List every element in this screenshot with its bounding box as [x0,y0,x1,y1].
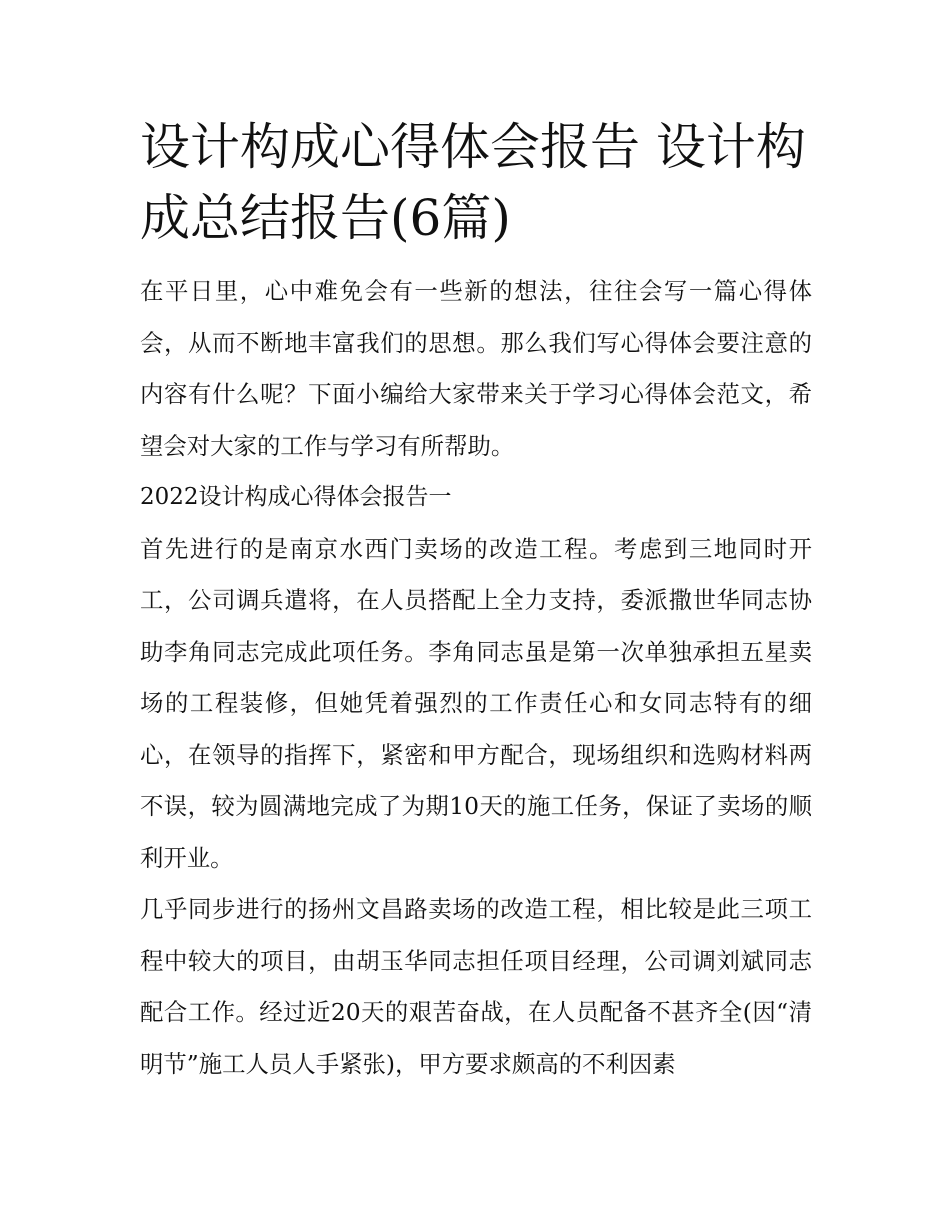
document-content [140,112,812,1090]
section-paragraph-1: 首先进行的是南京水西门卖场的改造工程。考虑到三地同时开工，公司调兵遣将，在人员搭配上全力支持，委派撒世华同志协助李角同志完成此项任务。李角同志虽是第一次单独承担五星卖场的工程装修，但她凭着强烈的工作责任心和女同志特有的细心，在领导的指挥下，紧密和甲方配合，现场组织和选购材料两不误，较为圆满地完成了为期10天的施工任务，保证了卖场的顺利开业。 [140,534,812,872]
document-title: 设计构成心得体会报告 设计构成总结报告(6篇) [140,118,806,247]
section-heading: 2022设计构成心得体会报告一 [140,484,452,510]
intro-paragraph: 在平日里，心中难免会有一些新的想法，往往会写一篇心得体会，从而不断地丰富我们的思想。那么我们写心得体会要注意的内容有什么呢？下面小编给大家带来关于学习心得体会范文，希望会对大家的工作与学习有所帮助。 [140,277,812,460]
section-paragraph-2: 几乎同步进行的扬州文昌路卖场的改造工程，相比较是此三项工程中较大的项目，由胡玉华同志担任项目经理，公司调刘斌同志配合工作。经过近20天的艰苦奋战，在人员配备不甚齐全(因“清明节”施工人员人手紧张)，甲方要求颇高的不利因素 [140,895,812,1078]
